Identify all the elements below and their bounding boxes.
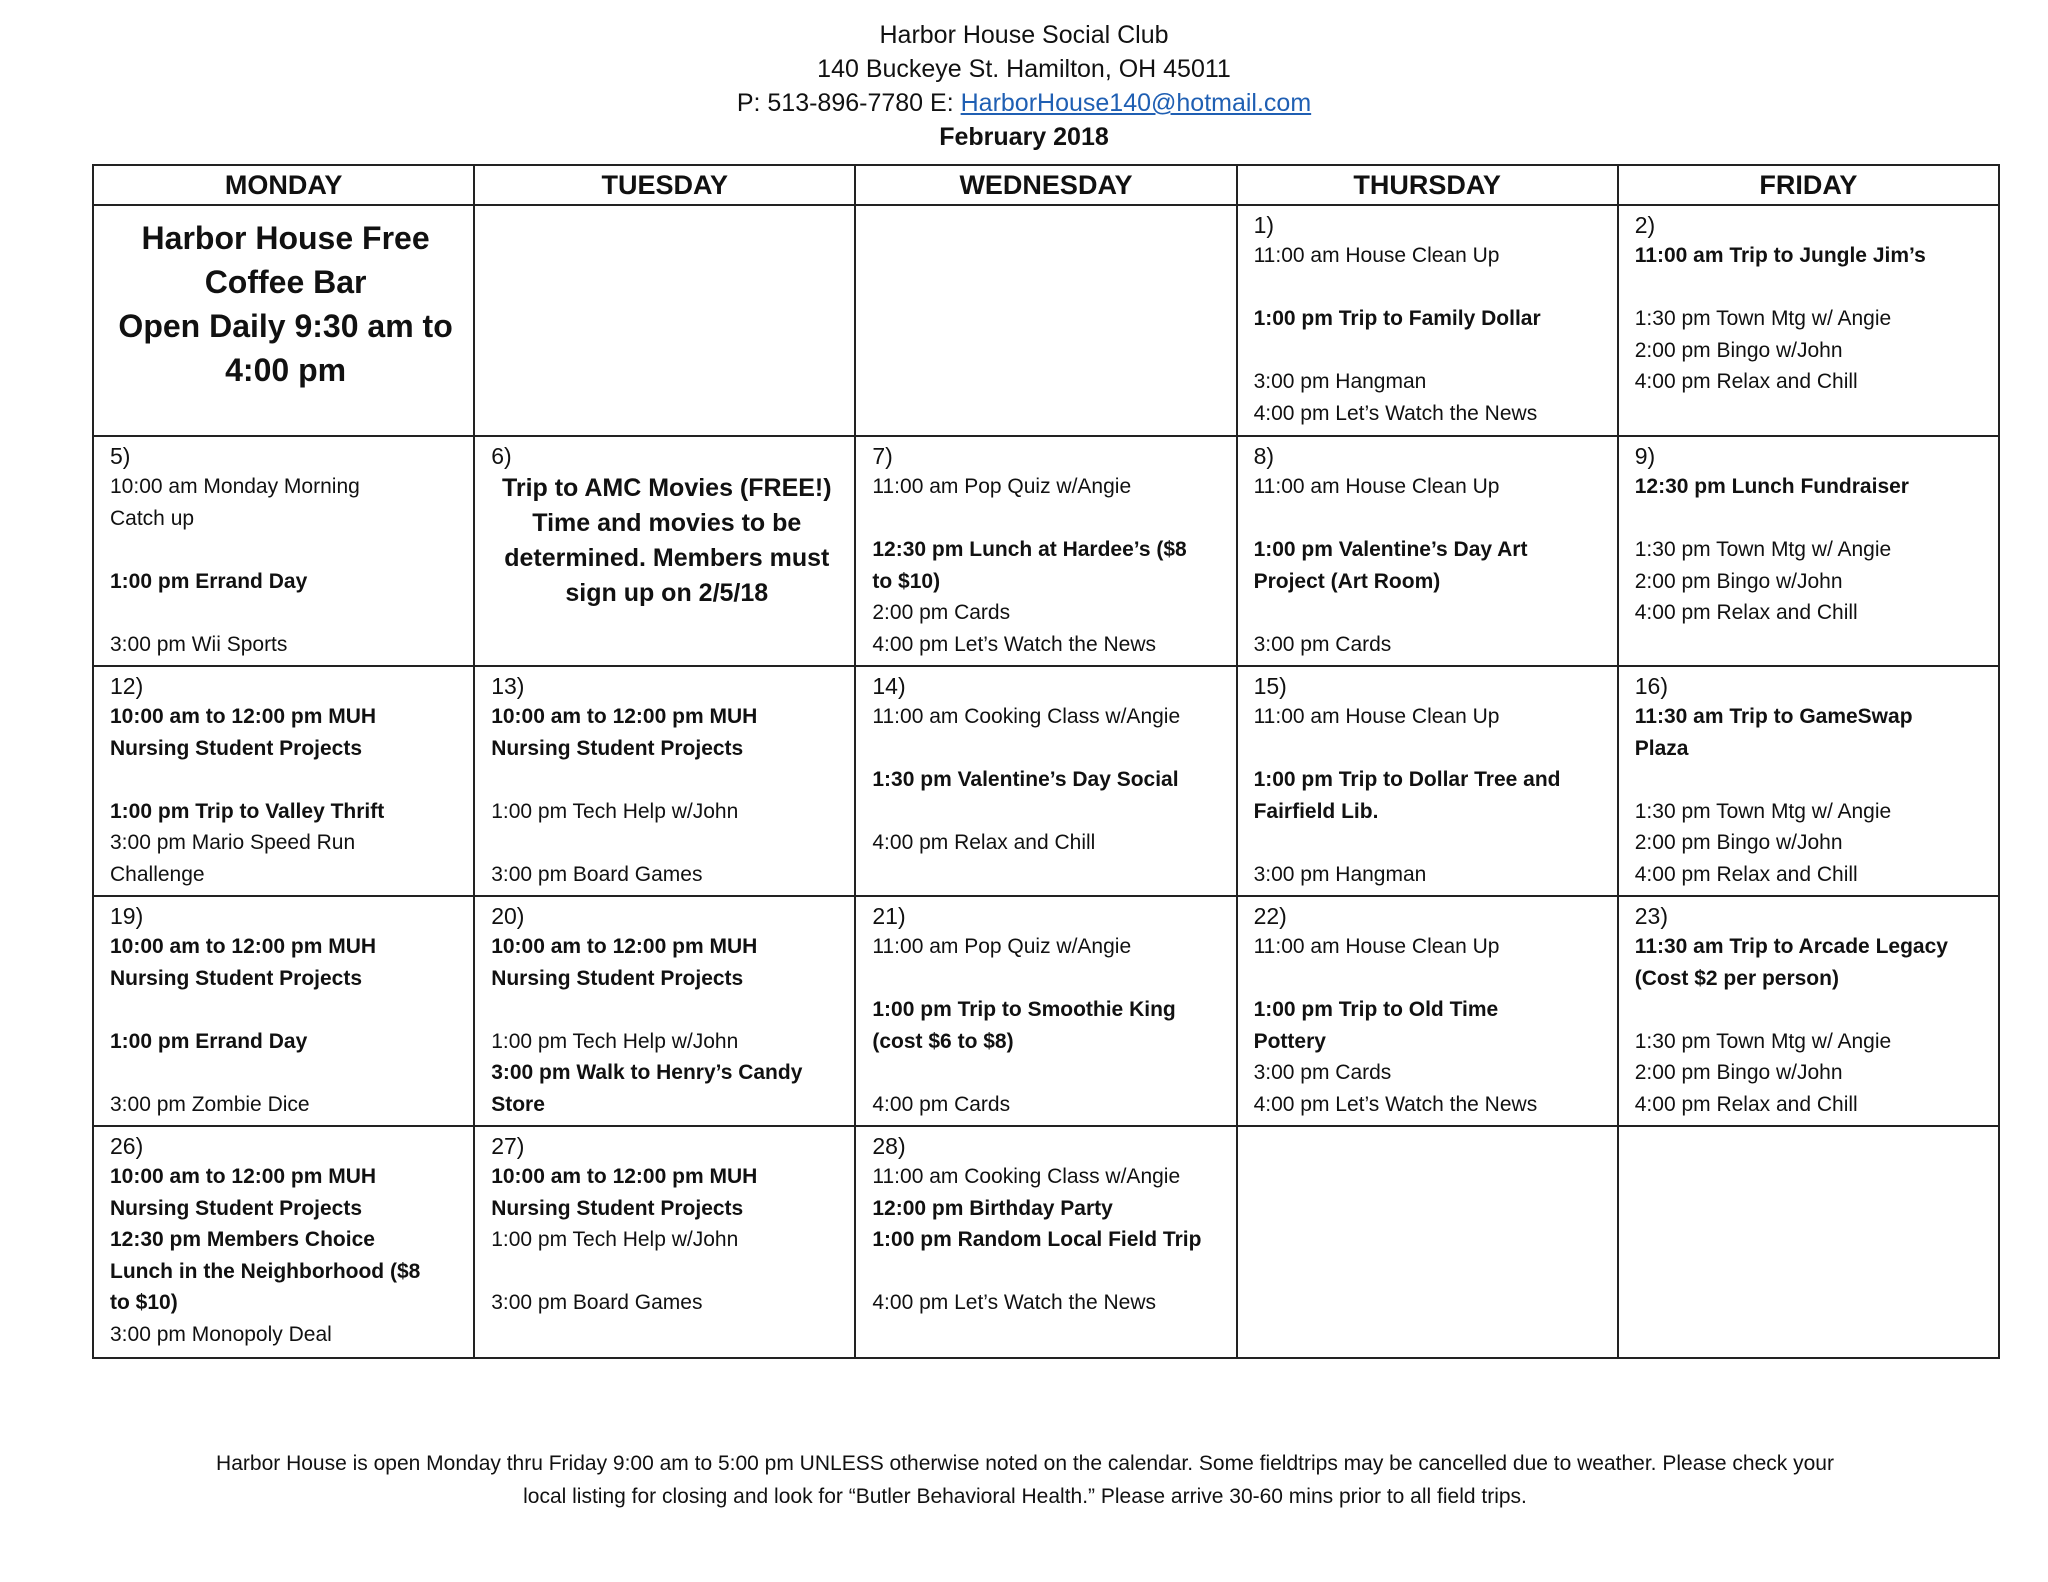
event-line: 4:00 pm Cards (872, 1092, 1011, 1116)
banner-line: Time and movies to be (532, 509, 802, 537)
event-line: 4:00 pm Relax and Chill (1634, 1092, 1858, 1116)
event-line: 11:00 am Cooking Class w/Angie (872, 1165, 1181, 1188)
event-line (1254, 335, 1605, 367)
event-line: 1:00 pm Random Local Field Trip (872, 1228, 1202, 1251)
day-cell (93, 896, 474, 1126)
event-line: (cost $6 to $8) (872, 1029, 1014, 1053)
event-line: Nursing Student Projects (110, 736, 363, 760)
event-line: 3:00 pm Hangman (1253, 862, 1427, 886)
event-line (491, 764, 842, 796)
day-number: 1) (1253, 212, 1275, 238)
event-line (110, 534, 461, 566)
day-number: 8) (1253, 443, 1275, 469)
week-row (93, 896, 1999, 1126)
contact-line (0, 86, 2048, 120)
event-line: 4:00 pm Relax and Chill (1634, 601, 1858, 624)
empty-day-cell (1237, 1126, 1618, 1358)
event-line: 4:00 pm Let’s Watch the News (1253, 1092, 1538, 1116)
event-line: 3:00 pm Wii Sports (110, 632, 288, 656)
day-number: 23) (1634, 903, 1668, 929)
event-line: 4:00 pm Let’s Watch the News (872, 1291, 1157, 1314)
event-line: Nursing Student Projects (110, 966, 363, 990)
event-line: (Cost $2 per person) (1634, 966, 1839, 990)
day-number: 12) (110, 673, 144, 699)
event-line: 11:30 am Trip to GameSwap (1634, 705, 1913, 728)
org-name: Harbor House Social Club (879, 21, 1169, 49)
event-line: 3:00 pm Cards (1253, 632, 1392, 656)
empty-day-cell (855, 205, 1236, 436)
day-number: 2) (1634, 212, 1656, 238)
event-line (1254, 272, 1605, 304)
event-line: Lunch in the Neighborhood ($8 (110, 1259, 421, 1283)
event-line: Nursing Student Projects (110, 1196, 363, 1220)
day-cell (474, 896, 855, 1126)
day-number: 9) (1634, 443, 1656, 469)
day-cell (93, 436, 474, 666)
day-cell (1237, 436, 1618, 666)
phone-text: P: 513-896-7780 E: (736, 89, 961, 117)
day-cell (855, 896, 1236, 1126)
day-number: 20) (491, 903, 525, 929)
event-line (491, 1256, 842, 1288)
calendar-table (92, 164, 2000, 1359)
day-cell (855, 436, 1236, 666)
event-line: Challenge (110, 862, 205, 886)
footer-notice (90, 1447, 1960, 1513)
event-line (1254, 503, 1605, 535)
event-line: 11:00 am Pop Quiz w/Angie (872, 935, 1132, 958)
event-line (1635, 764, 1986, 796)
day-number: 14) (872, 673, 906, 699)
footer-line: Harbor House is open Monday thru Friday 9:00 am to 5:00 pm UNLESS otherwise noted on the calendar. Some fieldtrips may be cancelled due to weather. Please check your (216, 1452, 1834, 1475)
event-line: 1:30 pm Valentine’s Day Social (872, 768, 1179, 791)
day-number: 22) (1253, 903, 1287, 929)
day-cell (1237, 666, 1618, 896)
coffee-bar-cell (93, 205, 474, 436)
day-cell (1618, 436, 1999, 666)
event-line: 11:00 am House Clean Up (1253, 244, 1500, 267)
org-address: 140 Buckeye St. Hamilton, OH 45011 (817, 55, 1231, 83)
weekday-header: WEDNESDAY (855, 165, 1236, 205)
day-number: 15) (1253, 673, 1287, 699)
event-line: Project (Art Room) (1253, 569, 1441, 593)
event-line (110, 994, 461, 1026)
banner-line: sign up on 2/5/18 (565, 579, 769, 607)
event-line: 12:30 pm Lunch Fundraiser (1634, 475, 1909, 498)
week-row (93, 205, 1999, 436)
banner-line: 4:00 pm (225, 352, 347, 388)
day-cell (474, 1126, 855, 1358)
event-line: 1:00 pm Trip to Family Dollar (1253, 307, 1541, 330)
day-number: 27) (491, 1133, 525, 1159)
event-line: 11:00 am House Clean Up (1253, 935, 1500, 958)
event-line: 1:00 pm Trip to Smoothie King (872, 998, 1176, 1021)
event-line: 3:00 pm Mario Speed Run (110, 831, 356, 854)
event-line: Catch up (110, 506, 195, 530)
empty-day-cell (1618, 1126, 1999, 1358)
event-line: to $10) (110, 1291, 178, 1314)
day-number: 26) (110, 1133, 144, 1159)
day-cell (1618, 896, 1999, 1126)
day-cell (93, 1126, 474, 1358)
day-cell (474, 436, 855, 666)
event-line (110, 597, 461, 629)
event-line: 1:00 pm Tech Help w/John (491, 799, 739, 823)
event-line: 1:00 pm Tech Help w/John (491, 1228, 739, 1251)
event-line: 4:00 pm Relax and Chill (1634, 862, 1858, 886)
event-line: Store (491, 1092, 545, 1116)
event-line (872, 796, 1223, 828)
event-line (1254, 827, 1605, 859)
day-number: 7) (872, 443, 893, 469)
event-line: 1:00 pm Valentine’s Day Art (1253, 538, 1528, 561)
banner-line: Harbor House Free (141, 220, 430, 256)
day-number: 13) (491, 673, 525, 699)
day-number: 16) (1634, 673, 1668, 699)
event-line: 4:00 pm Let’s Watch the News (1253, 401, 1538, 425)
event-line: 2:00 pm Bingo w/John (1634, 569, 1843, 593)
event-line: 3:00 pm Hangman (1253, 370, 1427, 393)
event-line: 2:00 pm Bingo w/John (1634, 338, 1843, 362)
event-line (1254, 733, 1605, 765)
footer-line: local listing for closing and look for “Butler Behavioral Health.” Please arrive 30-60 mins prior to all field trips. (523, 1485, 1527, 1508)
banner-line: Coffee Bar (204, 264, 367, 300)
day-number: 21) (872, 903, 906, 929)
weekday-header: TUESDAY (474, 165, 855, 205)
event-line: 10:00 am to 12:00 pm MUH (491, 705, 758, 728)
event-line: 3:00 pm Board Games (491, 862, 703, 886)
week-row (93, 436, 1999, 666)
event-line: 2:00 pm Cards (872, 601, 1011, 624)
event-line: Nursing Student Projects (491, 736, 744, 760)
event-line: 11:00 am Pop Quiz w/Angie (872, 475, 1132, 498)
event-line: 2:00 pm Bingo w/John (1634, 1061, 1843, 1084)
event-line (872, 1256, 1223, 1288)
page-header (0, 18, 2048, 154)
event-line (110, 764, 461, 796)
weekday-header: FRIDAY (1618, 165, 1999, 205)
event-line: Pottery (1253, 1029, 1326, 1053)
event-line: 1:00 pm Errand Day (110, 1029, 308, 1053)
event-line: 10:00 am to 12:00 pm MUH (110, 935, 377, 958)
event-line: 1:00 pm Trip to Valley Thrift (110, 799, 385, 823)
event-line (491, 827, 842, 859)
banner-line: Open Daily 9:30 am to (118, 308, 453, 344)
event-line: 3:00 pm Walk to Henry’s Candy (491, 1061, 803, 1084)
event-line: 3:00 pm Zombie Dice (110, 1092, 310, 1116)
event-line: 1:30 pm Town Mtg w/ Angie (1634, 307, 1892, 330)
day-cell (1618, 666, 1999, 896)
event-line: 2:00 pm Bingo w/John (1634, 831, 1843, 854)
event-line (872, 503, 1223, 535)
day-cell (855, 1126, 1236, 1358)
event-line (872, 733, 1223, 765)
event-line: 1:30 pm Town Mtg w/ Angie (1634, 799, 1892, 823)
event-line: 12:30 pm Members Choice (110, 1228, 375, 1251)
event-line (110, 1057, 461, 1089)
event-line: 1:00 pm Trip to Dollar Tree and (1253, 768, 1561, 791)
event-line (1635, 503, 1986, 535)
event-line: 12:00 pm Birthday Party (872, 1196, 1113, 1220)
weekday-header: THURSDAY (1237, 165, 1618, 205)
event-line: 11:00 am Trip to Jungle Jim’s (1634, 244, 1926, 267)
day-number: 6) (491, 443, 512, 469)
day-cell (855, 666, 1236, 896)
banner-line: determined. Members must (504, 544, 830, 572)
day-cell (1237, 896, 1618, 1126)
calendar-month: February 2018 (939, 123, 1109, 151)
event-line: 3:00 pm Cards (1253, 1061, 1392, 1084)
event-line: Fairfield Lib. (1253, 799, 1379, 823)
day-cell (93, 666, 474, 896)
event-line: 11:00 am House Clean Up (1253, 475, 1500, 498)
email-link[interactable]: HarborHouse140@hotmail.com (960, 89, 1312, 117)
week-row (93, 1126, 1999, 1358)
event-line: 4:00 pm Relax and Chill (872, 831, 1096, 854)
event-line: 1:00 pm Trip to Old Time (1253, 998, 1499, 1021)
day-cell (474, 666, 855, 896)
event-line: 1:00 pm Tech Help w/John (491, 1029, 739, 1053)
event-line: 10:00 am to 12:00 pm MUH (110, 1165, 377, 1188)
event-line: 3:00 pm Board Games (491, 1291, 703, 1314)
coffee-bar-banner (110, 210, 461, 392)
event-line (1254, 597, 1605, 629)
event-line: 1:00 pm Errand Day (110, 569, 308, 593)
day-cell (1237, 205, 1618, 436)
day-cell (1618, 205, 1999, 436)
event-line: 1:30 pm Town Mtg w/ Angie (1634, 538, 1892, 561)
event-line: 10:00 am Monday Morning (110, 475, 360, 498)
event-line: 3:00 pm Monopoly Deal (110, 1322, 332, 1346)
event-line: Plaza (1634, 736, 1689, 760)
event-line (1635, 272, 1986, 304)
event-line (872, 1057, 1223, 1089)
weekday-header-row (93, 165, 1999, 205)
movie-trip-banner (491, 471, 842, 611)
empty-day-cell (474, 205, 855, 436)
event-line (1254, 963, 1605, 995)
event-line: 11:30 am Trip to Arcade Legacy (1634, 935, 1948, 958)
event-line (1635, 994, 1986, 1026)
day-number: 19) (110, 903, 144, 929)
event-line: to $10) (872, 569, 941, 593)
event-line: 1:30 pm Town Mtg w/ Angie (1634, 1029, 1892, 1053)
event-line: Nursing Student Projects (491, 966, 744, 990)
event-line (872, 963, 1223, 995)
event-line: 4:00 pm Let’s Watch the News (872, 632, 1157, 656)
event-line: 10:00 am to 12:00 pm MUH (491, 1165, 758, 1188)
event-line: 10:00 am to 12:00 pm MUH (491, 935, 758, 958)
event-line: 12:30 pm Lunch at Hardee’s ($8 (872, 538, 1187, 561)
banner-line: Trip to AMC Movies (FREE!) (501, 474, 832, 502)
day-number: 5) (110, 443, 131, 469)
event-line (491, 994, 842, 1026)
event-line: Nursing Student Projects (491, 1196, 744, 1220)
event-line: 11:00 am House Clean Up (1253, 705, 1500, 728)
weekday-header: MONDAY (93, 165, 474, 205)
event-line: 10:00 am to 12:00 pm MUH (110, 705, 377, 728)
event-line: 11:00 am Cooking Class w/Angie (872, 705, 1181, 728)
day-number: 28) (872, 1133, 906, 1159)
event-line: 4:00 pm Relax and Chill (1634, 370, 1858, 393)
week-row (93, 666, 1999, 896)
